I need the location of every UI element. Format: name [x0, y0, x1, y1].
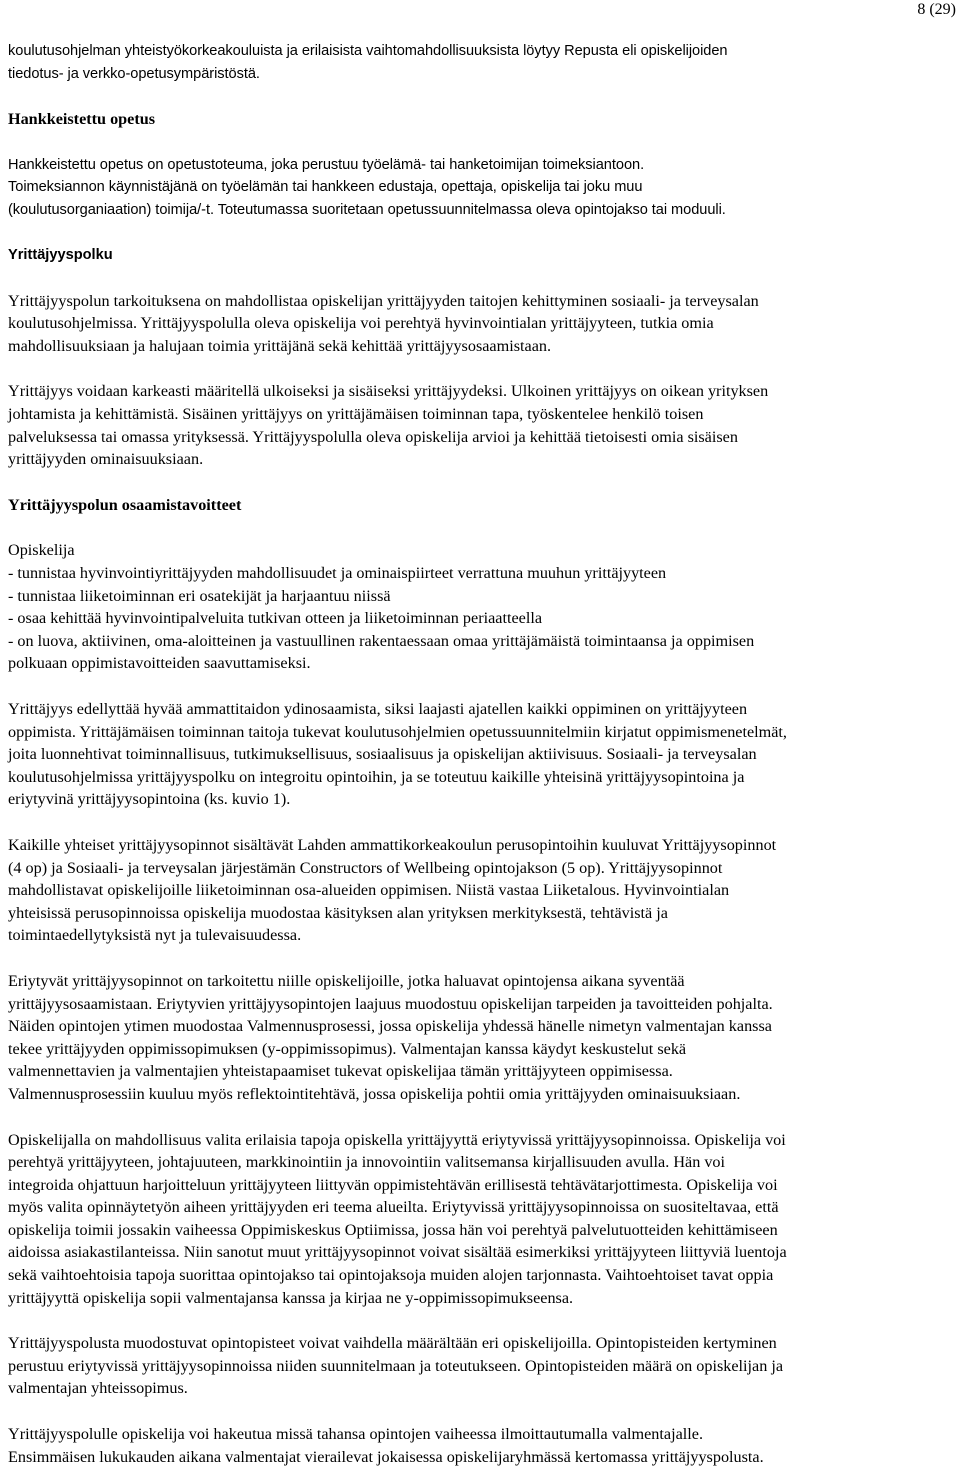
list-item: - on luova, aktiivinen, oma-aloitteinen ja vastuullinen rakentaessaan omaa yrittäjämäistä toimintaansa ja oppimisen	[8, 631, 755, 650]
section-heading-hankkeistettu: Hankkeistettu opetus	[8, 110, 156, 128]
osaamistavoitteet-paragraph-1	[8, 698, 954, 811]
text-line: valmennettavien ja valmentajien yhteistapaamiset tukevat opiskelijaa tämän yrittäjyyteen oppimisessa.	[8, 1062, 673, 1081]
text-line: koulutusohjelman yhteistyökorkeakouluista ja erilaisista vaihtomahdollisuuksista löytyy Repusta eli opiskelijoiden	[8, 43, 728, 59]
text-line: Hankkeistettu opetus on opetustoteuma, joka perustuu työelämä- tai hanketoimijan toimeksiantoon.	[8, 156, 645, 173]
text-line: Yrittäjyys edellyttää hyvää ammattitaidon ydinosaamista, siksi laajasti ajatellen kaikki oppiminen on yrittäjyyteen	[8, 700, 748, 718]
text-line: oppimista. Yrittäjämäisen toiminnan taitoja tukevat koulutusohjelmien opetussuunnitelmiin kirjatut oppimismenetelmät,	[8, 722, 787, 741]
yrittajyyspolku-paragraph-2	[8, 380, 954, 470]
list-item-continuation: polkuaan oppimistavoitteiden saavuttamiseksi.	[8, 654, 311, 673]
osaamistavoitteet-paragraph-2	[8, 834, 954, 947]
osaamistavoitteet-list	[8, 539, 954, 675]
text-line: tekee yrittäjyyden oppimissopimuksen (y-oppimissopimus). Valmentajan kanssa käydyt keskustelut sekä	[8, 1039, 687, 1058]
list-item: - tunnistaa hyvinvointiyrittäjyyden mahdollisuudet ja ominaispiirteet verrattuna muuhun yrittäjyyteen	[8, 564, 667, 583]
text-line: mahdollisuuksiaan ja halujaan toimia yrittäjänä sekä kehittää yrittäjyysosaamistaan.	[8, 336, 552, 355]
list-item: - tunnistaa liiketoiminnan eri osatekijät ja harjaantuu niissä	[8, 586, 391, 605]
text-line: Yrittäjyyspolun tarkoituksena on mahdollistaa opiskelijan yrittäjyyden taitojen kehittyminen sosiaali- ja terveysalan	[8, 291, 759, 310]
text-line: eriytyvinä yrittäjyysopintoina (ks. kuvio 1).	[8, 790, 291, 809]
list-item: - osaa kehittää hyvinvointipalveluita tutkivan otteen ja liiketoiminnan periaatteella	[8, 609, 543, 628]
text-line: Yrittäjyyspolusta muodostuvat opintopisteet voivat vaihdella määrältään eri opiskelijoilla. Opintopisteiden kertyminen	[8, 1334, 777, 1353]
text-line: yrittäjyyden ominaisuuksiaan.	[8, 450, 204, 469]
page-number: 8 (29)	[917, 1, 956, 18]
osaamistavoitteet-paragraph-6	[8, 1423, 954, 1468]
text-line: Valmennusprosessiin kuuluu myös reflektointitehtävä, jossa opiskelija pohtii omia yrittäjyyden ominaisuuksiaan.	[8, 1084, 741, 1103]
text-line: valmentajan yhteissopimus.	[8, 1379, 188, 1398]
osaamistavoitteet-paragraph-5	[8, 1332, 954, 1400]
text-line: Yrittäjyyspolulle opiskelija voi hakeutua missä tahansa opintojen vaiheessa ilmoittautumalla valmentajalle.	[8, 1425, 703, 1444]
text-line: palveluksessa tai omassa yrityksessä. Yrittäjyyspolulla oleva opiskelija arvioi ja kehittää tietoisesti omia sisäisen	[8, 427, 738, 446]
yrittajyyspolku-paragraph-1	[8, 290, 954, 358]
text-line: joita luonnehtivat toiminnallisuus, tutkimuksellisuus, sosiaalisuus ja opiskelijan aktiivisuus. Sosiaali- ja terveysalan	[8, 745, 757, 764]
intro-paragraph	[8, 40, 954, 85]
text-line: myös valita opinnäytetyön aiheen yrittäjyyden eri teema alueilta. Eriytyvissä yrittäjyysopinnoissa on suositeltavaa, että	[8, 1198, 779, 1217]
osaamistavoitteet-paragraph-4	[8, 1129, 954, 1310]
text-line: (4 op) ja Sosiaali- ja terveysalan järjestämän Constructors of Wellbeing opintojakson (5 op). Yrittäjyysopinnot	[8, 858, 723, 877]
text-line: tiedotus- ja verkko-opetusympäristöstä.	[8, 65, 260, 82]
text-line: Näiden opintojen ytimen muodostaa Valmennusprosessi, jossa opiskelija yhdessä hänelle nimetyn valmentajan kanssa	[8, 1017, 772, 1036]
text-line: Kaikille yhteiset yrittäjyysopinnot sisältävät Lahden ammattikorkeakoulun perusopintoihin kuuluvat Yrittäjyysopinnot	[8, 835, 777, 854]
text-line: koulutusohjelmissa yrittäjyyspolku on integroitu opintoihin, ja se toteutuu kaikille yhteisinä yrittäjyysopintoina ja	[8, 767, 745, 786]
text-line: (koulutusorganiaation) toimija/-t. Toteutumassa suoritetaan opetussuunnitelmassa oleva opintojakso tai moduuli.	[8, 201, 726, 218]
text-line: Ensimmäisen lukukauden aikana valmentajat vierailevat jokaisessa opiskelijaryhmässä kertomassa yrittäjyyspolusta.	[8, 1447, 764, 1466]
text-line: johtamista ja kehittämistä. Sisäinen yrittäjyys on yrittäjämäisen toiminnan tapa, työskentelee henkilö toisen	[8, 405, 704, 424]
section-heading-osaamistavoitteet: Yrittäjyyspolun osaamistavoitteet	[8, 495, 242, 514]
section-heading-yrittajyyspolku: Yrittäjyyspolku	[8, 247, 113, 264]
text-line: aidoissa asiakastilanteissa. Niin sanotut muut yrittäjyysopinnot voivat sisältää esimerkiksi yrittäjyyteen liittyviä luentoja	[8, 1243, 787, 1262]
text-line: integroida ohjattuun harjoitteluun yrittäjyyteen liittyvän oppimistehtävän erillisestä tehtävätarjottimesta. Opiskelija voi	[8, 1175, 778, 1194]
hankkeistettu-paragraph	[8, 154, 954, 222]
text-line: perehtyä yrittäjyyteen, johtajuuteen, markkinointiin ja innovointiin valitsemansa kirjallisuuden avulla. Hän voi	[8, 1153, 726, 1172]
text-line: perustuu eriytyvissä yrittäjyysopinnoissa niiden suunnitelmaan ja toteutukseen. Opintopisteiden määrä on opiskelijan ja	[8, 1356, 784, 1375]
text-line: Yrittäjyys voidaan karkeasti määritellä ulkoiseksi ja sisäiseksi yrittäjyydeksi. Ulkoinen yrittäjyys on oikean yrityksen	[8, 382, 769, 401]
text-line: Toimeksiannon käynnistäjänä on työelämän tai hankkeen edustaja, opettaja, opiskelija tai joku muu	[8, 179, 643, 196]
osaamistavoitteet-paragraph-3	[8, 970, 954, 1106]
text-line: Eriytyvät yrittäjyysopinnot on tarkoitettu niille opiskelijoille, jotka haluavat opintojensa aikana syventää	[8, 971, 685, 990]
text-line: yrittäjyyttä opiskelija sopii valmentajansa kanssa ja kirjaa ne y-oppimissopimukseensa.	[8, 1288, 574, 1307]
document-body	[8, 40, 954, 1468]
text-line: mahdollistavat opiskelijoille liiketoiminnan osa-alueiden oppimisen. Niistä vastaa Liiketalous. Hyvinvointialan	[8, 881, 730, 900]
text-line: yrittäjyysosaamistaan. Eriytyvien yrittäjyysopintojen laajuus muodostuu opiskelijan tarpeiden ja tavoitteiden pohjalta.	[8, 994, 773, 1013]
text-line: koulutusohjelmissa. Yrittäjyyspolulla oleva opiskelija voi perehtyä hyvinvointialan yrittäjyyteen, tutkia omia	[8, 314, 714, 333]
text-line: Opiskelijalla on mahdollisuus valita erilaisia tapoja opiskella yrittäjyyttä eriytyvissä yrittäjyysopinnoissa. Opiskelija voi	[8, 1130, 786, 1149]
text-line: toimintaedellytyksistä nyt ja tulevaisuudessa.	[8, 926, 302, 945]
list-intro: Opiskelija	[8, 541, 75, 560]
text-line: yhteisissä perusopinnoissa opiskelija muodostaa käsityksen alan yrityksen merkityksestä, tehtävistä ja	[8, 903, 668, 922]
text-line: opiskelija toimii jossakin vaiheessa Oppimiskeskus Optiimissa, jossa hän voi perehtyä palvelutuotteiden kehittämiseen	[8, 1220, 778, 1239]
text-line: sekä vaihtoehtoisia tapoja suorittaa opintojakso tai opintojaksoja muiden alojen tarjonnasta. Vaihtoehtoiset tavat oppia	[8, 1266, 774, 1285]
